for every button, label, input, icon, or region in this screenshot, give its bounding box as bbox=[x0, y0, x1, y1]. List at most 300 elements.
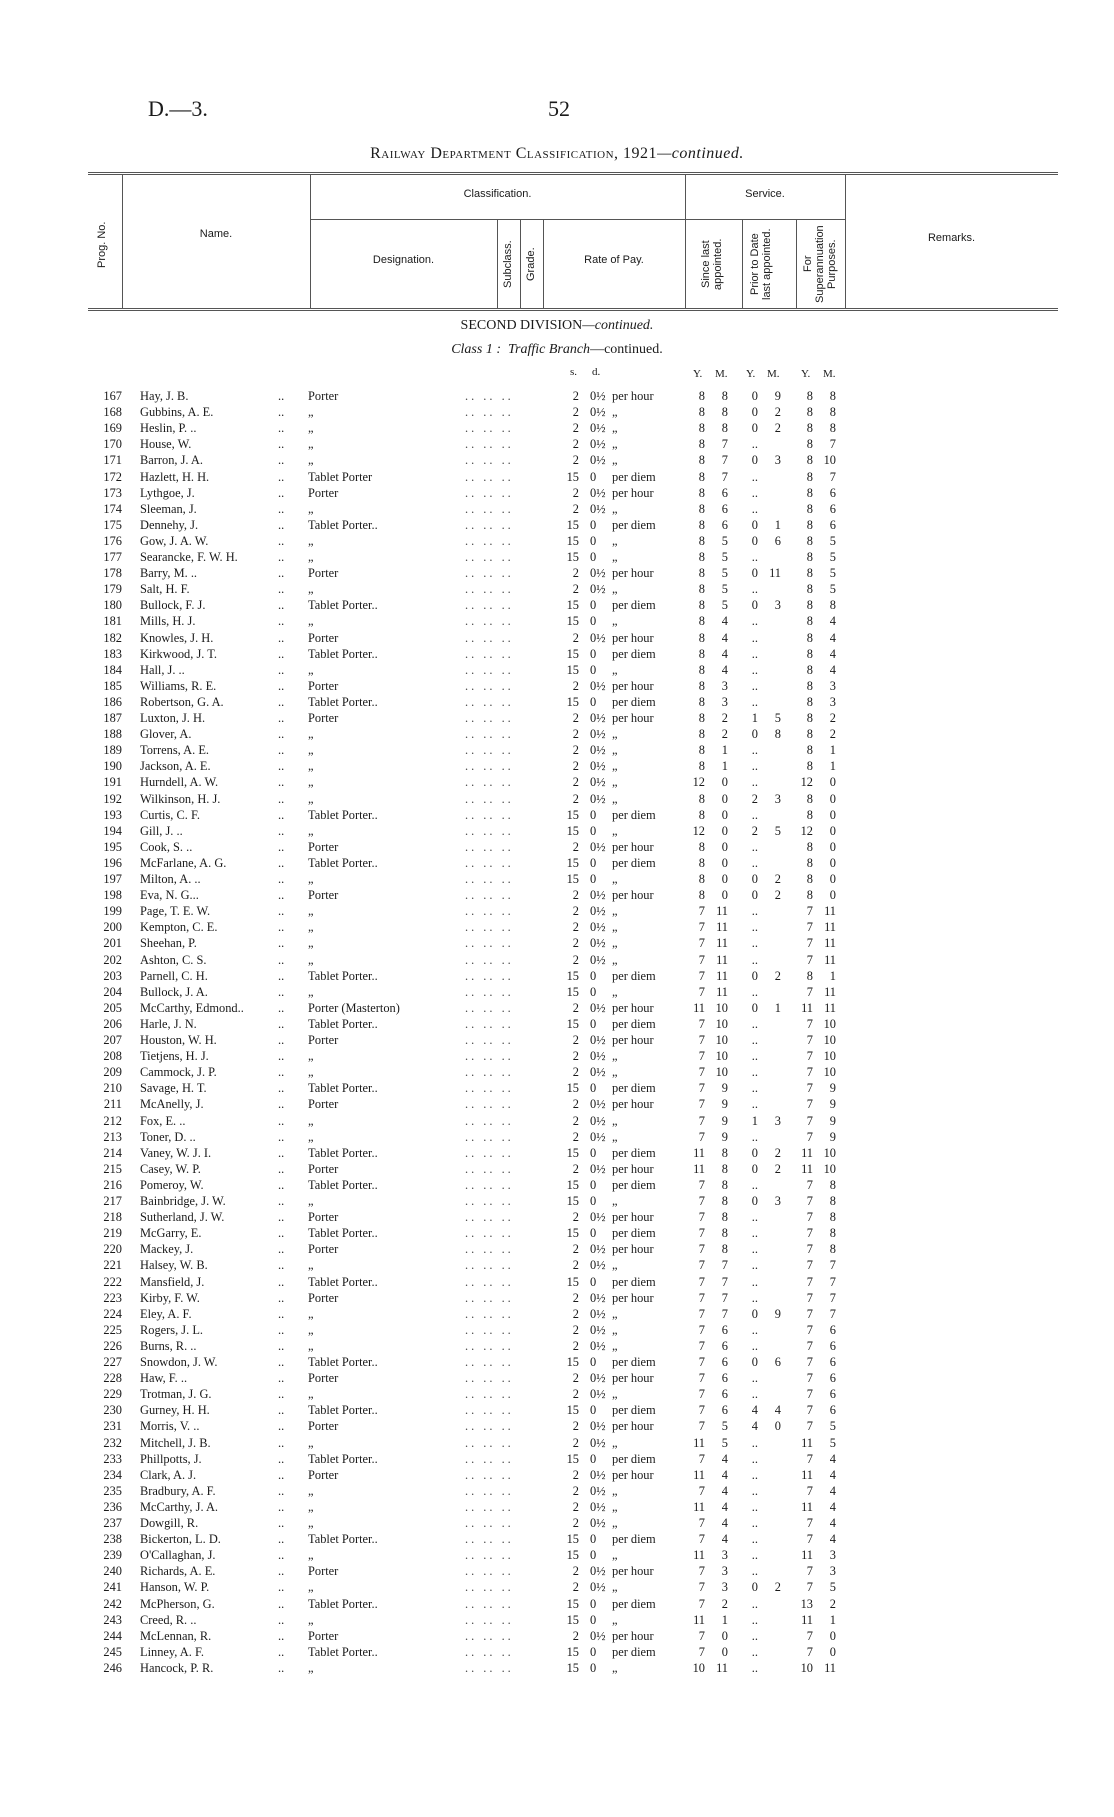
rate-shillings: 2 bbox=[572, 1049, 579, 1064]
table-row bbox=[0, 533, 1114, 549]
table-row bbox=[0, 613, 1114, 629]
table-row bbox=[0, 501, 1114, 517]
super-months: 8 bbox=[829, 598, 836, 613]
leader-dots: .. bbox=[278, 1580, 285, 1595]
leader-dots: .. .. .. bbox=[465, 936, 514, 951]
rate-shillings: 2 bbox=[572, 1516, 579, 1530]
prog-no: 193 bbox=[103, 807, 122, 822]
since-months: 8 bbox=[721, 389, 728, 403]
rate-unit: per diem bbox=[612, 1532, 656, 1547]
since-months: 10 bbox=[715, 1033, 728, 1047]
rate-pence: 0 bbox=[590, 533, 597, 548]
leader-dots: .. bbox=[278, 1403, 285, 1418]
rate-shillings: 2 bbox=[572, 1000, 579, 1015]
employee-name: Cook, S. .. bbox=[140, 839, 193, 854]
rate-pence: 0 bbox=[590, 1016, 597, 1031]
rate-pence: 0 bbox=[590, 550, 597, 564]
table-row bbox=[0, 1193, 1114, 1209]
since-months: 7 bbox=[721, 437, 728, 452]
rate-pence: 0½ bbox=[590, 1290, 606, 1305]
leader-dots: .. .. .. bbox=[465, 453, 514, 468]
super-years: 12 bbox=[800, 823, 813, 838]
prog-no: 215 bbox=[103, 1161, 122, 1176]
leader-dots: .. .. .. bbox=[465, 389, 514, 403]
super-months: 8 bbox=[829, 421, 836, 436]
prior-years: 0 bbox=[751, 598, 758, 613]
prior-years: 0 bbox=[751, 1355, 758, 1369]
rate-shillings: 2 bbox=[572, 1306, 579, 1321]
leader-dots: .. bbox=[278, 1194, 285, 1208]
leader-dots: .. bbox=[278, 550, 285, 564]
designation: Porter bbox=[308, 485, 339, 500]
designation: „ bbox=[308, 1612, 314, 1627]
designation: Tablet Porter.. bbox=[308, 646, 378, 661]
rate-pence: 0½ bbox=[590, 501, 606, 516]
since-years: 7 bbox=[698, 984, 705, 999]
employee-name: Sutherland, J. W. bbox=[140, 1210, 225, 1225]
super-years: 7 bbox=[806, 1113, 813, 1128]
employee-name: Hanson, W. P. bbox=[140, 1580, 210, 1595]
table-row bbox=[0, 807, 1114, 823]
rate-pence: 0½ bbox=[590, 1338, 606, 1353]
prior-years: 0 bbox=[751, 1580, 758, 1595]
super-months: 1 bbox=[829, 1612, 836, 1627]
leader-dots: .. bbox=[278, 517, 285, 532]
employee-name: Kempton, C. E. bbox=[140, 920, 218, 935]
prior-years: 0 bbox=[751, 566, 758, 581]
leader-dots: .. bbox=[278, 839, 285, 854]
rate-pence: 0½ bbox=[590, 582, 606, 597]
rate-shillings: 2 bbox=[572, 1371, 579, 1386]
super-years: 8 bbox=[806, 517, 813, 532]
rate-unit: per diem bbox=[612, 598, 656, 613]
employee-name: Curtis, C. F. bbox=[140, 807, 200, 822]
prior-years: .. bbox=[751, 1532, 758, 1547]
super-months: 8 bbox=[829, 405, 836, 420]
rate-pence: 0 bbox=[590, 469, 597, 484]
since-years: 8 bbox=[698, 839, 705, 854]
super-months: 0 bbox=[829, 1644, 836, 1659]
employee-name: Haw, F. .. bbox=[140, 1371, 188, 1386]
employee-name: Mansfield, J. bbox=[140, 1274, 205, 1289]
prior-years: .. bbox=[751, 920, 758, 935]
since-years: 8 bbox=[698, 630, 705, 645]
branch-label: Traffic Branch bbox=[508, 342, 591, 357]
employee-name: Glover, A. bbox=[140, 727, 192, 742]
super-years: 7 bbox=[806, 1097, 813, 1112]
leader-dots: .. .. .. bbox=[465, 1049, 514, 1064]
since-years: 7 bbox=[698, 1033, 705, 1047]
rate-pence: 0 bbox=[590, 662, 597, 677]
super-months: 11 bbox=[824, 1660, 836, 1675]
division-title: SECOND DIVISION bbox=[460, 318, 583, 333]
designation: Tablet Porter.. bbox=[308, 1451, 378, 1466]
classification-header: Classification. bbox=[463, 188, 532, 200]
prog-no: 168 bbox=[103, 405, 122, 420]
leader-dots: .. .. .. bbox=[465, 678, 514, 693]
table-row bbox=[0, 1338, 1114, 1354]
super-months: 8 bbox=[829, 1194, 836, 1208]
rate-shillings: 2 bbox=[572, 1338, 579, 1353]
super-months: 7 bbox=[829, 469, 836, 484]
rate-shillings: 15 bbox=[566, 517, 579, 532]
rate-unit: per hour bbox=[612, 1467, 654, 1482]
leader-dots: .. bbox=[278, 630, 285, 645]
employee-name: McLennan, R. bbox=[140, 1628, 212, 1643]
rate-pence: 0½ bbox=[590, 1580, 606, 1595]
designation: Tablet Porter.. bbox=[308, 855, 378, 870]
prog-no: 202 bbox=[103, 952, 122, 967]
rate-unit: per hour bbox=[612, 678, 654, 693]
rate-shillings: 2 bbox=[572, 727, 579, 742]
rate-pence: 0½ bbox=[590, 1628, 606, 1643]
designation: Tablet Porter.. bbox=[308, 1644, 378, 1659]
super-years: 8 bbox=[806, 405, 813, 420]
designation: „ bbox=[308, 1306, 314, 1321]
since-years: 7 bbox=[698, 1516, 705, 1530]
prior-years: 0 bbox=[751, 727, 758, 742]
since-months: 6 bbox=[721, 1338, 728, 1353]
prog-no: 241 bbox=[103, 1580, 122, 1595]
prog-no: 226 bbox=[103, 1338, 122, 1353]
since-years: 7 bbox=[698, 1049, 705, 1064]
rate-unit: „ bbox=[612, 1049, 618, 1064]
employee-name: Rogers, J. L. bbox=[140, 1322, 203, 1337]
leader-dots: .. .. .. bbox=[465, 888, 514, 903]
super-years: 7 bbox=[806, 1628, 813, 1643]
table-row bbox=[0, 1048, 1114, 1064]
super-years: 7 bbox=[806, 1338, 813, 1353]
rate-pence: 0 bbox=[590, 968, 597, 983]
designation: Tablet Porter.. bbox=[308, 1355, 378, 1369]
rate-pence: 0½ bbox=[590, 1483, 606, 1498]
super-months: 6 bbox=[829, 1387, 836, 1402]
super-months: 0 bbox=[829, 855, 836, 870]
rate-pence: 0½ bbox=[590, 1161, 606, 1176]
super-years: 11 bbox=[801, 1612, 813, 1627]
rate-unit: per diem bbox=[612, 807, 656, 822]
designation: „ bbox=[308, 662, 314, 677]
employee-name: Parnell, C. H. bbox=[140, 968, 208, 983]
leader-dots: .. bbox=[278, 1306, 285, 1321]
prog-no: 220 bbox=[103, 1242, 122, 1257]
prior-years: .. bbox=[751, 469, 758, 484]
super-months: 1 bbox=[829, 968, 836, 983]
table-row bbox=[0, 887, 1114, 903]
rate-unit: per hour bbox=[612, 1564, 654, 1579]
rate-unit: per hour bbox=[612, 1097, 654, 1112]
employee-name: Clark, A. J. bbox=[140, 1467, 197, 1482]
table-row bbox=[0, 1628, 1114, 1644]
months-unit-3: M. bbox=[823, 368, 836, 380]
prior-years: .. bbox=[751, 1097, 758, 1112]
prior-years: 4 bbox=[751, 1419, 758, 1434]
rate-pence: 0½ bbox=[590, 405, 606, 420]
leader-dots: .. bbox=[278, 1355, 285, 1369]
designation: „ bbox=[308, 1435, 314, 1450]
section-title bbox=[0, 318, 1114, 334]
pence-unit: d. bbox=[592, 366, 601, 378]
since-years: 7 bbox=[698, 1419, 705, 1434]
super-months: 6 bbox=[829, 1338, 836, 1353]
prior-years: .. bbox=[751, 1322, 758, 1337]
super-years: 8 bbox=[806, 759, 813, 774]
since-years: 7 bbox=[698, 1628, 705, 1643]
table-row bbox=[0, 1596, 1114, 1612]
rate-pence: 0½ bbox=[590, 1419, 606, 1434]
prior-years: .. bbox=[751, 1371, 758, 1386]
super-months: 7 bbox=[829, 1306, 836, 1321]
prog-no: 198 bbox=[103, 888, 122, 903]
table-row bbox=[0, 1064, 1114, 1080]
prior-years: .. bbox=[751, 437, 758, 452]
since-months: 8 bbox=[721, 1145, 728, 1160]
super-years: 8 bbox=[806, 888, 813, 903]
leader-dots: .. .. .. bbox=[465, 1097, 514, 1112]
since-years: 7 bbox=[698, 1258, 705, 1273]
designation: Porter bbox=[308, 630, 339, 645]
employee-name: Torrens, A. E. bbox=[140, 743, 209, 758]
prog-no: 181 bbox=[103, 614, 122, 629]
rate-unit: „ bbox=[612, 1306, 618, 1321]
designation: „ bbox=[308, 453, 314, 468]
table-row bbox=[0, 597, 1114, 613]
table-row bbox=[0, 710, 1114, 726]
designation-header: Designation. bbox=[372, 254, 435, 266]
leader-dots: .. .. .. bbox=[465, 1612, 514, 1627]
rate-pence: 0 bbox=[590, 1403, 597, 1418]
leader-dots: .. .. .. bbox=[465, 1210, 514, 1225]
designation: „ bbox=[308, 421, 314, 436]
rate-shillings: 2 bbox=[572, 1419, 579, 1434]
rate-pence: 0½ bbox=[590, 1322, 606, 1337]
since-years: 7 bbox=[698, 936, 705, 951]
super-months: 2 bbox=[829, 1596, 836, 1611]
super-years: 8 bbox=[806, 855, 813, 870]
rate-shillings: 2 bbox=[572, 1290, 579, 1305]
rate-unit: „ bbox=[612, 582, 618, 597]
prior-years: .. bbox=[751, 1612, 758, 1627]
prior-years: 0 bbox=[751, 1161, 758, 1176]
since-years: 8 bbox=[698, 614, 705, 629]
prog-no: 184 bbox=[103, 662, 122, 677]
rate-shillings: 2 bbox=[572, 1113, 579, 1128]
since-months: 6 bbox=[721, 1403, 728, 1418]
super-years: 8 bbox=[806, 533, 813, 548]
rate-unit: per diem bbox=[612, 517, 656, 532]
since-months: 4 bbox=[721, 1451, 728, 1466]
since-years: 8 bbox=[698, 453, 705, 468]
since-years: 8 bbox=[698, 469, 705, 484]
rate-unit: per diem bbox=[612, 1403, 656, 1418]
table-row bbox=[0, 436, 1114, 452]
prog-no: 236 bbox=[103, 1499, 122, 1514]
super-years: 7 bbox=[806, 1532, 813, 1547]
super-years: 10 bbox=[800, 1660, 813, 1675]
rate-pence: 0 bbox=[590, 614, 597, 629]
since-years: 8 bbox=[698, 517, 705, 532]
table-row bbox=[0, 1161, 1114, 1177]
since-months: 4 bbox=[721, 646, 728, 661]
designation: Porter bbox=[308, 711, 339, 725]
leader-dots: .. .. .. bbox=[465, 952, 514, 967]
rate-pence: 0 bbox=[590, 1548, 597, 1563]
employee-name: Hall, J. .. bbox=[140, 662, 185, 677]
leader-dots: .. .. .. bbox=[465, 759, 514, 774]
leader-dots: .. bbox=[278, 711, 285, 725]
designation: „ bbox=[308, 1338, 314, 1353]
leader-dots: .. .. .. bbox=[465, 1548, 514, 1563]
leader-dots: .. bbox=[278, 1097, 285, 1112]
rate-pence: 0 bbox=[590, 1194, 597, 1208]
since-years: 8 bbox=[698, 405, 705, 420]
leader-dots: .. bbox=[278, 1065, 285, 1080]
rate-pence: 0½ bbox=[590, 1242, 606, 1257]
leader-dots: .. .. .. bbox=[465, 437, 514, 452]
rate-pence: 0½ bbox=[590, 888, 606, 903]
since-years: 7 bbox=[698, 952, 705, 967]
leader-dots: .. bbox=[278, 646, 285, 661]
since-years: 8 bbox=[698, 550, 705, 564]
prior-years: 1 bbox=[751, 711, 758, 725]
leader-dots: .. bbox=[278, 1161, 285, 1176]
leader-dots: .. .. .. bbox=[465, 501, 514, 516]
rate-unit: „ bbox=[612, 614, 618, 629]
prog-no: 216 bbox=[103, 1177, 122, 1192]
rate-shillings: 2 bbox=[572, 582, 579, 597]
rate-shillings: 15 bbox=[566, 1612, 579, 1627]
since-years: 7 bbox=[698, 904, 705, 919]
rate-unit: per hour bbox=[612, 1210, 654, 1225]
since-months: 6 bbox=[721, 1355, 728, 1369]
super-months: 8 bbox=[829, 1177, 836, 1192]
since-years: 8 bbox=[698, 727, 705, 742]
super-years: 8 bbox=[806, 614, 813, 629]
super-years: 7 bbox=[806, 1033, 813, 1047]
designation: Tablet Porter.. bbox=[308, 1081, 378, 1096]
super-months: 7 bbox=[829, 1274, 836, 1289]
leader-dots: .. bbox=[278, 872, 285, 886]
employee-name: Savage, H. T. bbox=[140, 1081, 207, 1096]
prior-years: .. bbox=[751, 550, 758, 564]
super-years: 8 bbox=[806, 743, 813, 758]
employee-name: McPherson, G. bbox=[140, 1596, 215, 1611]
designation: „ bbox=[308, 872, 314, 886]
prog-no: 187 bbox=[103, 711, 122, 725]
designation: „ bbox=[308, 405, 314, 420]
since-months: 8 bbox=[721, 405, 728, 420]
prior-years: .. bbox=[751, 1467, 758, 1482]
since-months: 1 bbox=[721, 1612, 728, 1627]
rate-shillings: 15 bbox=[566, 1451, 579, 1466]
leader-dots: .. bbox=[278, 1451, 285, 1466]
rate-unit: per diem bbox=[612, 1226, 656, 1241]
designation: Tablet Porter.. bbox=[308, 1226, 378, 1241]
rate-unit: „ bbox=[612, 501, 618, 516]
prog-no: 190 bbox=[103, 759, 122, 774]
designation: Tablet Porter.. bbox=[308, 517, 378, 532]
employee-name: McFarlane, A. G. bbox=[140, 855, 227, 870]
prior-years: 0 bbox=[751, 389, 758, 403]
rate-pence: 0½ bbox=[590, 936, 606, 951]
super-months: 10 bbox=[823, 453, 836, 468]
leader-dots: .. bbox=[278, 1467, 285, 1482]
leader-dots: .. bbox=[278, 1242, 285, 1257]
super-months: 9 bbox=[829, 1129, 836, 1144]
rate-shillings: 2 bbox=[572, 904, 579, 919]
leader-dots: .. bbox=[278, 952, 285, 967]
rate-pence: 0½ bbox=[590, 453, 606, 468]
table-row bbox=[0, 1306, 1114, 1322]
rate-shillings: 2 bbox=[572, 952, 579, 967]
rate-unit: „ bbox=[612, 1483, 618, 1498]
prior-months: 9 bbox=[774, 389, 781, 403]
employee-name: Hancock, P. R. bbox=[140, 1660, 214, 1675]
super-years: 7 bbox=[806, 952, 813, 967]
rate-shillings: 2 bbox=[572, 1580, 579, 1595]
super-years: 11 bbox=[801, 1435, 813, 1450]
leader-dots: .. bbox=[278, 1612, 285, 1627]
since-months: 8 bbox=[721, 421, 728, 436]
table-row bbox=[0, 1402, 1114, 1418]
rate-pence: 0 bbox=[590, 984, 597, 999]
super-months: 5 bbox=[829, 1580, 836, 1595]
leader-dots: .. .. .. bbox=[465, 1435, 514, 1450]
rate-shillings: 2 bbox=[572, 1258, 579, 1273]
table-row bbox=[0, 903, 1114, 919]
super-months: 0 bbox=[829, 807, 836, 822]
prog-no: 231 bbox=[103, 1419, 122, 1434]
since-months: 7 bbox=[721, 1258, 728, 1273]
rate-pence: 0½ bbox=[590, 1467, 606, 1482]
since-months: 9 bbox=[721, 1113, 728, 1128]
prog-no: 185 bbox=[103, 678, 122, 693]
super-years: 7 bbox=[806, 1016, 813, 1031]
prior-years: .. bbox=[751, 1596, 758, 1611]
since-years: 7 bbox=[698, 968, 705, 983]
employee-name: Gill, J. .. bbox=[140, 823, 183, 838]
rate-shillings: 15 bbox=[566, 1596, 579, 1611]
rate-pence: 0½ bbox=[590, 839, 606, 854]
leader-dots: .. bbox=[278, 727, 285, 742]
prior-years: .. bbox=[751, 662, 758, 677]
since-months: 10 bbox=[715, 1065, 728, 1080]
table-row bbox=[0, 678, 1114, 694]
prior-years: .. bbox=[751, 904, 758, 919]
leader-dots: .. bbox=[278, 1016, 285, 1031]
rate-unit: „ bbox=[612, 952, 618, 967]
super-years: 7 bbox=[806, 1516, 813, 1530]
super-months: 1 bbox=[829, 743, 836, 758]
employee-name: Salt, H. F. bbox=[140, 582, 190, 597]
super-years: 7 bbox=[806, 1242, 813, 1257]
leader-dots: .. .. .. bbox=[465, 469, 514, 484]
leader-dots: .. bbox=[278, 1435, 285, 1450]
super-months: 4 bbox=[829, 1451, 836, 1466]
leader-dots: .. bbox=[278, 904, 285, 919]
super-years: 8 bbox=[806, 807, 813, 822]
rate-unit: „ bbox=[612, 1499, 618, 1514]
rate-shillings: 2 bbox=[572, 936, 579, 951]
since-years: 7 bbox=[698, 1113, 705, 1128]
rate-shillings: 15 bbox=[566, 1016, 579, 1031]
super-years: 8 bbox=[806, 453, 813, 468]
prior-years: .. bbox=[751, 1258, 758, 1273]
employee-name: Hay, J. B. bbox=[140, 389, 189, 403]
designation: „ bbox=[308, 501, 314, 516]
employee-name: Richards, A. E. bbox=[140, 1564, 216, 1579]
table-row bbox=[0, 1644, 1114, 1660]
